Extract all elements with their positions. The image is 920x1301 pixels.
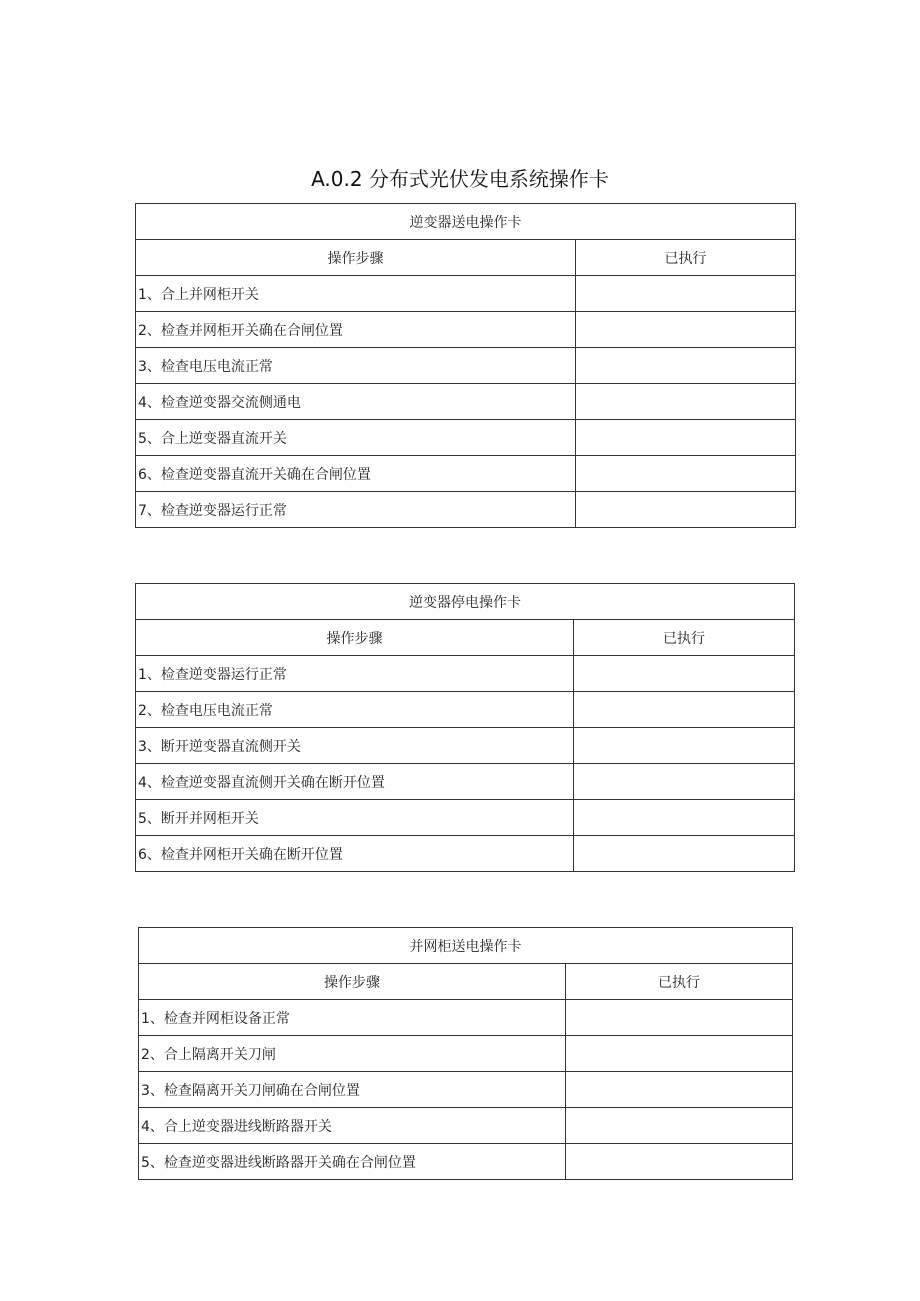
- card-header-row: [136, 620, 795, 656]
- table-row: [136, 492, 796, 528]
- card-title: 逆变器停电操作卡: [136, 584, 795, 620]
- table-row: [139, 1000, 793, 1036]
- card-title-row: [136, 584, 795, 620]
- executed-cell[interactable]: [576, 312, 796, 348]
- step-text: 1、检查并网柜设备正常: [139, 1000, 566, 1036]
- executed-cell[interactable]: [574, 800, 795, 836]
- card-title: 并网柜送电操作卡: [139, 928, 793, 964]
- step-text: 5、断开并网柜开关: [136, 800, 574, 836]
- step-text: 2、检查并网柜开关确在合闸位置: [136, 312, 576, 348]
- table-row: [136, 656, 795, 692]
- step-text: 5、检查逆变器进线断路器开关确在合闸位置: [139, 1144, 566, 1180]
- executed-cell[interactable]: [566, 1036, 793, 1072]
- card-title-row: [139, 928, 793, 964]
- table-row: [136, 764, 795, 800]
- table-row: [136, 692, 795, 728]
- column-header-executed: 已执行: [574, 620, 795, 656]
- step-text: 5、合上逆变器直流开关: [136, 420, 576, 456]
- executed-cell[interactable]: [574, 656, 795, 692]
- executed-cell[interactable]: [576, 384, 796, 420]
- executed-cell[interactable]: [566, 1000, 793, 1036]
- step-text: 3、检查隔离开关刀闸确在合闸位置: [139, 1072, 566, 1108]
- grid-cabinet-power-on-card: [138, 927, 793, 1180]
- step-text: 2、合上隔离开关刀闸: [139, 1036, 566, 1072]
- step-text: 1、检查逆变器运行正常: [136, 656, 574, 692]
- column-header-executed: 已执行: [566, 964, 793, 1000]
- executed-cell[interactable]: [566, 1072, 793, 1108]
- executed-cell[interactable]: [566, 1108, 793, 1144]
- executed-cell[interactable]: [566, 1144, 793, 1180]
- card-header-row: [136, 240, 796, 276]
- step-text: 3、断开逆变器直流侧开关: [136, 728, 574, 764]
- step-text: 4、检查逆变器直流侧开关确在断开位置: [136, 764, 574, 800]
- step-text: 4、检查逆变器交流侧通电: [136, 384, 576, 420]
- executed-cell[interactable]: [576, 456, 796, 492]
- column-header-steps: 操作步骤: [136, 240, 576, 276]
- step-text: 6、检查并网柜开关确在断开位置: [136, 836, 574, 872]
- table-row: [136, 312, 796, 348]
- step-text: 1、合上并网柜开关: [136, 276, 576, 312]
- executed-cell[interactable]: [576, 420, 796, 456]
- step-text: 2、检查电压电流正常: [136, 692, 574, 728]
- executed-cell[interactable]: [576, 348, 796, 384]
- page-title: A.0.2 分布式光伏发电系统操作卡: [311, 167, 609, 191]
- executed-cell[interactable]: [574, 836, 795, 872]
- table-row: [136, 384, 796, 420]
- table-row: [136, 800, 795, 836]
- column-header-steps: 操作步骤: [136, 620, 574, 656]
- table-row: [136, 456, 796, 492]
- executed-cell[interactable]: [574, 692, 795, 728]
- inverter-power-on-card: [135, 203, 796, 528]
- table-row: [139, 1036, 793, 1072]
- table-row: [136, 836, 795, 872]
- column-header-steps: 操作步骤: [139, 964, 566, 1000]
- step-text: 3、检查电压电流正常: [136, 348, 576, 384]
- executed-cell[interactable]: [574, 764, 795, 800]
- step-text: 6、检查逆变器直流开关确在合闸位置: [136, 456, 576, 492]
- table-row: [136, 276, 796, 312]
- table-row: [139, 1108, 793, 1144]
- card-title-row: [136, 204, 796, 240]
- table-row: [139, 1144, 793, 1180]
- step-text: 7、检查逆变器运行正常: [136, 492, 576, 528]
- table-row: [139, 1072, 793, 1108]
- step-text: 4、合上逆变器进线断路器开关: [139, 1108, 566, 1144]
- table-row: [136, 348, 796, 384]
- table-row: [136, 420, 796, 456]
- executed-cell[interactable]: [576, 492, 796, 528]
- table-row: [136, 728, 795, 764]
- column-header-executed: 已执行: [576, 240, 796, 276]
- executed-cell[interactable]: [576, 276, 796, 312]
- executed-cell[interactable]: [574, 728, 795, 764]
- inverter-power-off-card: [135, 583, 795, 872]
- card-title: 逆变器送电操作卡: [136, 204, 796, 240]
- card-header-row: [139, 964, 793, 1000]
